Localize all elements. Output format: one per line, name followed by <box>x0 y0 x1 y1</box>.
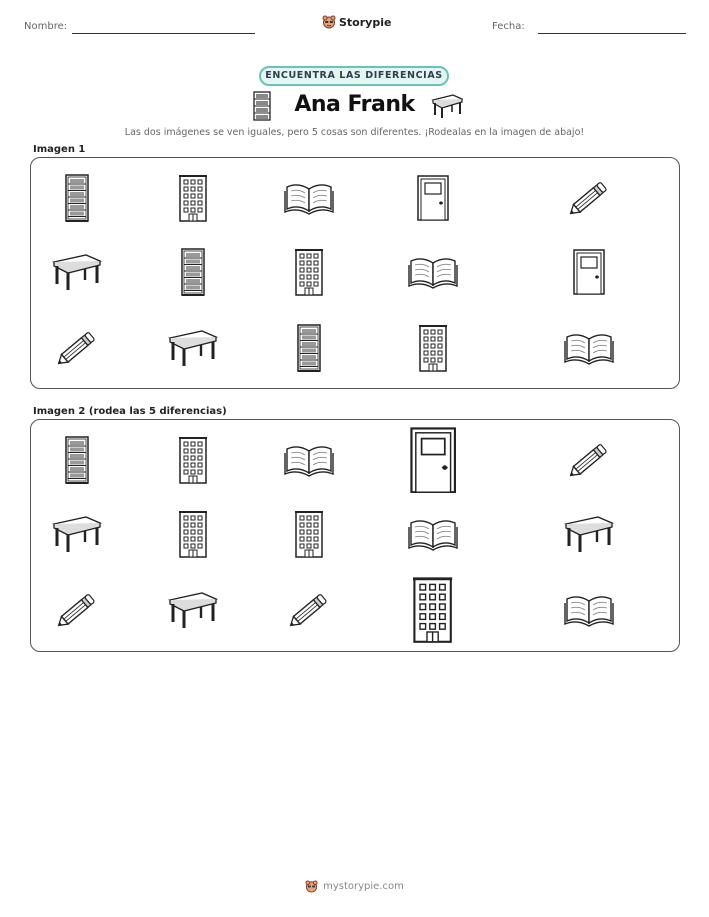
pencil-icon[interactable] <box>269 574 349 646</box>
storypie-mascot-icon <box>322 15 336 29</box>
open-book-icon[interactable] <box>549 574 629 646</box>
brand-name: Storypie <box>339 15 392 29</box>
date-label: Fecha: <box>492 21 525 32</box>
activity-badge: ENCUENTRA LAS DIFERENCIAS <box>259 66 449 86</box>
table-icon <box>153 312 233 384</box>
pencil-icon <box>37 312 117 384</box>
page-title: Ana Frank <box>294 92 415 117</box>
building-icon[interactable] <box>153 424 233 496</box>
bookcase-icon <box>37 162 117 234</box>
pencil-icon <box>549 162 629 234</box>
open-book-icon <box>393 236 473 308</box>
door-icon[interactable] <box>393 424 473 496</box>
table-icon <box>37 236 117 308</box>
table-icon[interactable] <box>153 574 233 646</box>
image1-label: Imagen 1 <box>33 144 86 155</box>
storypie-mascot-icon <box>305 880 318 893</box>
pencil-icon[interactable] <box>549 424 629 496</box>
date-line[interactable] <box>538 33 686 34</box>
image1-panel <box>30 157 680 389</box>
bookcase-icon[interactable] <box>37 424 117 496</box>
image2-panel[interactable] <box>30 419 680 652</box>
image2-label: Imagen 2 (rodea las 5 diferencias) <box>33 406 227 417</box>
brand-logo <box>322 15 391 29</box>
table-icon[interactable] <box>37 498 117 570</box>
building-icon <box>269 236 349 308</box>
table-icon <box>431 93 463 119</box>
table-icon[interactable] <box>549 498 629 570</box>
building-icon[interactable] <box>153 498 233 570</box>
building-icon <box>153 162 233 234</box>
footer <box>0 880 709 893</box>
footer-url[interactable]: mystorypie.com <box>323 881 404 892</box>
door-icon <box>549 236 629 308</box>
name-label: Nombre: <box>24 21 68 32</box>
open-book-icon[interactable] <box>393 498 473 570</box>
open-book-icon <box>549 312 629 384</box>
door-icon <box>393 162 473 234</box>
bookcase-icon <box>269 312 349 384</box>
building-icon[interactable] <box>393 574 473 646</box>
building-icon <box>393 312 473 384</box>
building-icon[interactable] <box>269 498 349 570</box>
pencil-icon[interactable] <box>37 574 117 646</box>
open-book-icon <box>269 162 349 234</box>
instructions: Las dos imágenes se ven iguales, pero 5 cosas son diferentes. ¡Rodealas en la imagen de abajo! <box>124 127 585 138</box>
bookcase-icon <box>153 236 233 308</box>
open-book-icon[interactable] <box>269 424 349 496</box>
name-line[interactable] <box>72 33 255 34</box>
